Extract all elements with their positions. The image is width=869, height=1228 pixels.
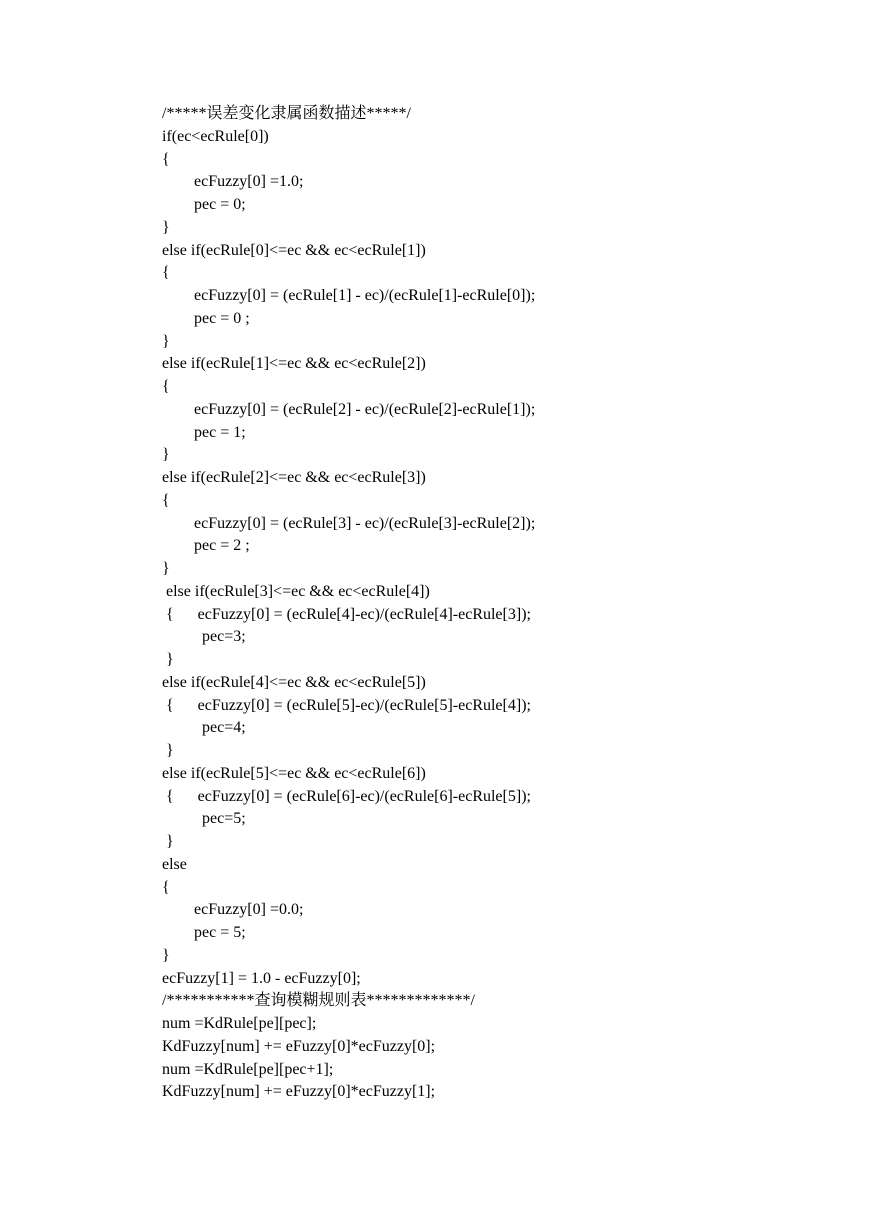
code-line: }: [162, 332, 170, 350]
code-line: if(ec<ecRule[0]): [162, 127, 269, 145]
code-line: }: [162, 833, 174, 850]
code-line: pec = 0 ;: [162, 309, 250, 327]
code-line: /***********查询模糊规则表*************/: [162, 992, 475, 1010]
code-line: }: [162, 742, 174, 759]
code-line: }: [162, 560, 170, 577]
code-line: KdFuzzy[num] += eFuzzy[0]*ecFuzzy[0];: [162, 1037, 436, 1055]
code-line: else if(ecRule[3]<=ec && ec<ecRule[4]): [162, 582, 430, 600]
code-line: ecFuzzy[0] = (ecRule[1] - ec)/(ecRule[1]-ecRule[0]);: [162, 287, 536, 304]
code-line: else if(ecRule[5]<=ec && ec<ecRule[6]): [162, 764, 426, 782]
code-line: pec = 2 ;: [162, 537, 250, 555]
code-line: else if(ecRule[1]<=ec && ec<ecRule[2]): [162, 355, 426, 373]
code-line: }: [162, 446, 170, 464]
code-line: {: [162, 150, 170, 168]
code-line: else if(ecRule[0]<=ec && ec<ecRule[1]): [162, 241, 426, 259]
code-listing: [162, 103, 812, 1104]
code-line: }: [162, 218, 170, 236]
code-line: num =KdRule[pe][pec+1];: [162, 1060, 334, 1078]
code-line: pec = 5;: [162, 924, 246, 941]
code-line: {: [162, 878, 170, 896]
code-line: ecFuzzy[0] =1.0;: [162, 173, 304, 191]
code-line: /*****误差变化隶属函数描述*****/: [162, 105, 411, 122]
code-line: ecFuzzy[0] = (ecRule[3] - ec)/(ecRule[3]-ecRule[2]);: [162, 514, 536, 532]
code-line: ecFuzzy[0] =0.0;: [162, 901, 304, 919]
code-line: }: [162, 946, 170, 964]
code-line: {: [162, 378, 170, 395]
code-line: else if(ecRule[4]<=ec && ec<ecRule[5]): [162, 673, 426, 691]
code-line: ecFuzzy[0] = (ecRule[2] - ec)/(ecRule[2]-ecRule[1]);: [162, 400, 536, 418]
code-line: num =KdRule[pe][pec];: [162, 1015, 317, 1032]
code-line: }: [162, 651, 174, 668]
code-line: { ecFuzzy[0] = (ecRule[6]-ec)/(ecRule[6]-ecRule[5]);: [162, 787, 531, 805]
code-line: {: [162, 491, 170, 509]
code-line: { ecFuzzy[0] = (ecRule[4]-ec)/(ecRule[4]-ecRule[3]);: [162, 605, 531, 623]
code-line: pec=4;: [162, 719, 246, 737]
code-line: else if(ecRule[2]<=ec && ec<ecRule[3]): [162, 469, 426, 486]
code-line: pec = 1;: [162, 423, 246, 441]
code-line: { ecFuzzy[0] = (ecRule[5]-ec)/(ecRule[5]-ecRule[4]);: [162, 696, 531, 714]
code-line: KdFuzzy[num] += eFuzzy[0]*ecFuzzy[1];: [162, 1083, 436, 1101]
code-line: else: [162, 855, 187, 873]
code-line: pec=5;: [162, 810, 246, 828]
code-line: pec = 0;: [162, 196, 246, 213]
code-line: pec=3;: [162, 628, 246, 646]
code-line: ecFuzzy[1] = 1.0 - ecFuzzy[0];: [162, 969, 361, 987]
code-line: {: [162, 264, 170, 282]
